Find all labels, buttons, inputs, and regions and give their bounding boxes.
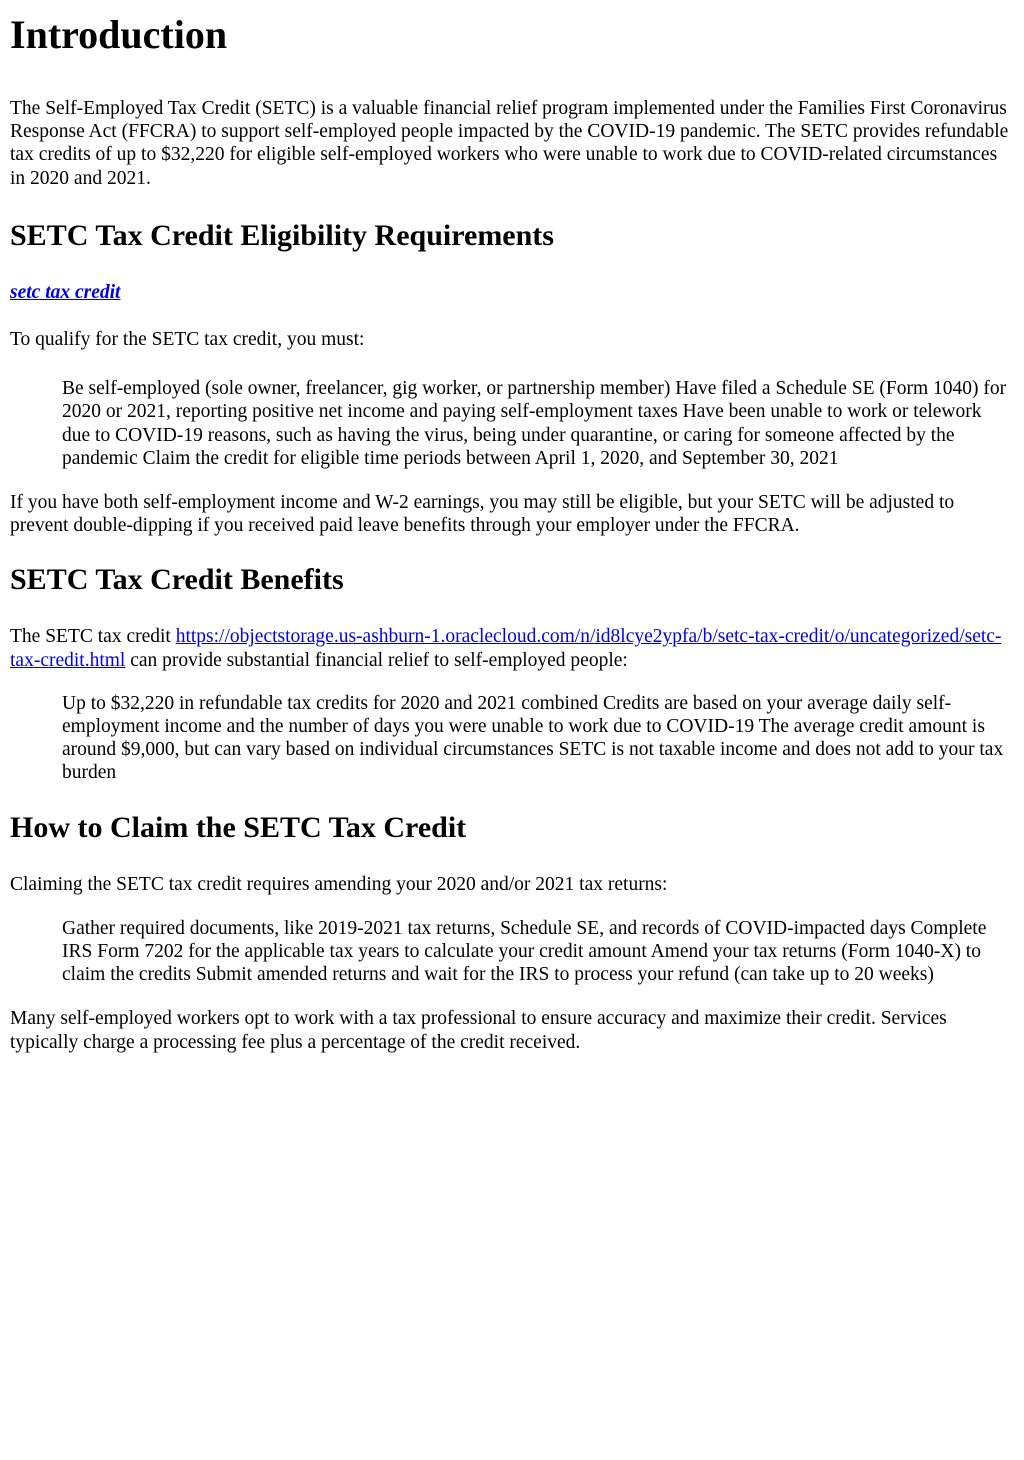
intro-paragraph: The Self-Employed Tax Credit (SETC) is a valuable financial relief program implemented under the Families First Coronavirus Response Act (FFCRA) to support self-employed people impacted by the COVID-19 pandemic. The SETC provides refundable tax credits of up to $32,220 for eligible self-employed workers who were unable to work due to COVID-related circumstances in 2020 and 2021. — [10, 98, 1009, 189]
eligibility-heading: SETC Tax Credit Eligibility Requirements — [10, 218, 554, 252]
claim-heading: How to Claim the SETC Tax Credit — [10, 810, 467, 844]
benefits-list: Up to $32,220 in refundable tax credits for 2020 and 2021 combined Credits are based on your average daily self-employment income and the number of days you were unable to work due to COVID-19 The average credit amount is around $9,000, but can vary based on individual circumstances SETC is not taxable income and does not add to your tax burden — [62, 692, 1004, 784]
oraclecloud-url-link[interactable]: https://objectstorage.us-ashburn-1.oraclecloud.com/n/id8lcye2ypfa/b/setc-tax-credit/o/uncategorized/setc-tax-credit.html — [10, 626, 1002, 671]
eligibility-list: Be self-employed (sole owner, freelancer, gig worker, or partnership member) Have filed a Schedule SE (Form 1040) for 2020 or 2021, reporting positive net income and paying self-employment taxes Have been unable to work or telework due to COVID-19 reasons, such as having the virus, being under quarantine, or caring for someone affected by the pandemic Claim the credit for eligible time periods between April 1, 2020, and September 30, 2021 — [62, 378, 1007, 469]
benefits-lead-before: The SETC tax credit — [10, 626, 176, 648]
keyword-link-paragraph — [10, 281, 1014, 304]
claim-note: Many self-employed workers opt to work with a tax professional to ensure accuracy and maximize their credit. Services typically charge a processing fee plus a percentage of the credit received. — [10, 1008, 947, 1053]
eligibility-note: If you have both self-employment income and W-2 earnings, you may still be eligible, but your SETC will be adjusted to prevent double-dipping if you received paid leave benefits through your employer under the FFCRA. — [10, 492, 955, 537]
eligibility-lead: To qualify for the SETC tax credit, you must: — [10, 329, 365, 351]
claim-list: Gather required documents, like 2019-2021 tax returns, Schedule SE, and records of COVID-impacted days Complete IRS Form 7202 for the applicable tax years to calculate your credit amount Amend your tax returns (Form 1040-X) to claim the credits Submit amended returns and wait for the IRS to process your refund (can take up to 20 weeks) — [62, 917, 987, 986]
page-title: Introduction — [10, 12, 228, 57]
document-page — [0, 12, 1024, 1054]
setc-tax-credit-link[interactable]: setc tax credit — [10, 281, 121, 303]
benefits-lead-after: can provide substantial financial relief to self-employed people: — [125, 649, 628, 671]
benefits-heading: SETC Tax Credit Benefits — [10, 563, 344, 597]
claim-lead: Claiming the SETC tax credit requires amending your 2020 and/or 2021 tax returns: — [10, 873, 668, 895]
benefits-lead — [10, 625, 1014, 671]
